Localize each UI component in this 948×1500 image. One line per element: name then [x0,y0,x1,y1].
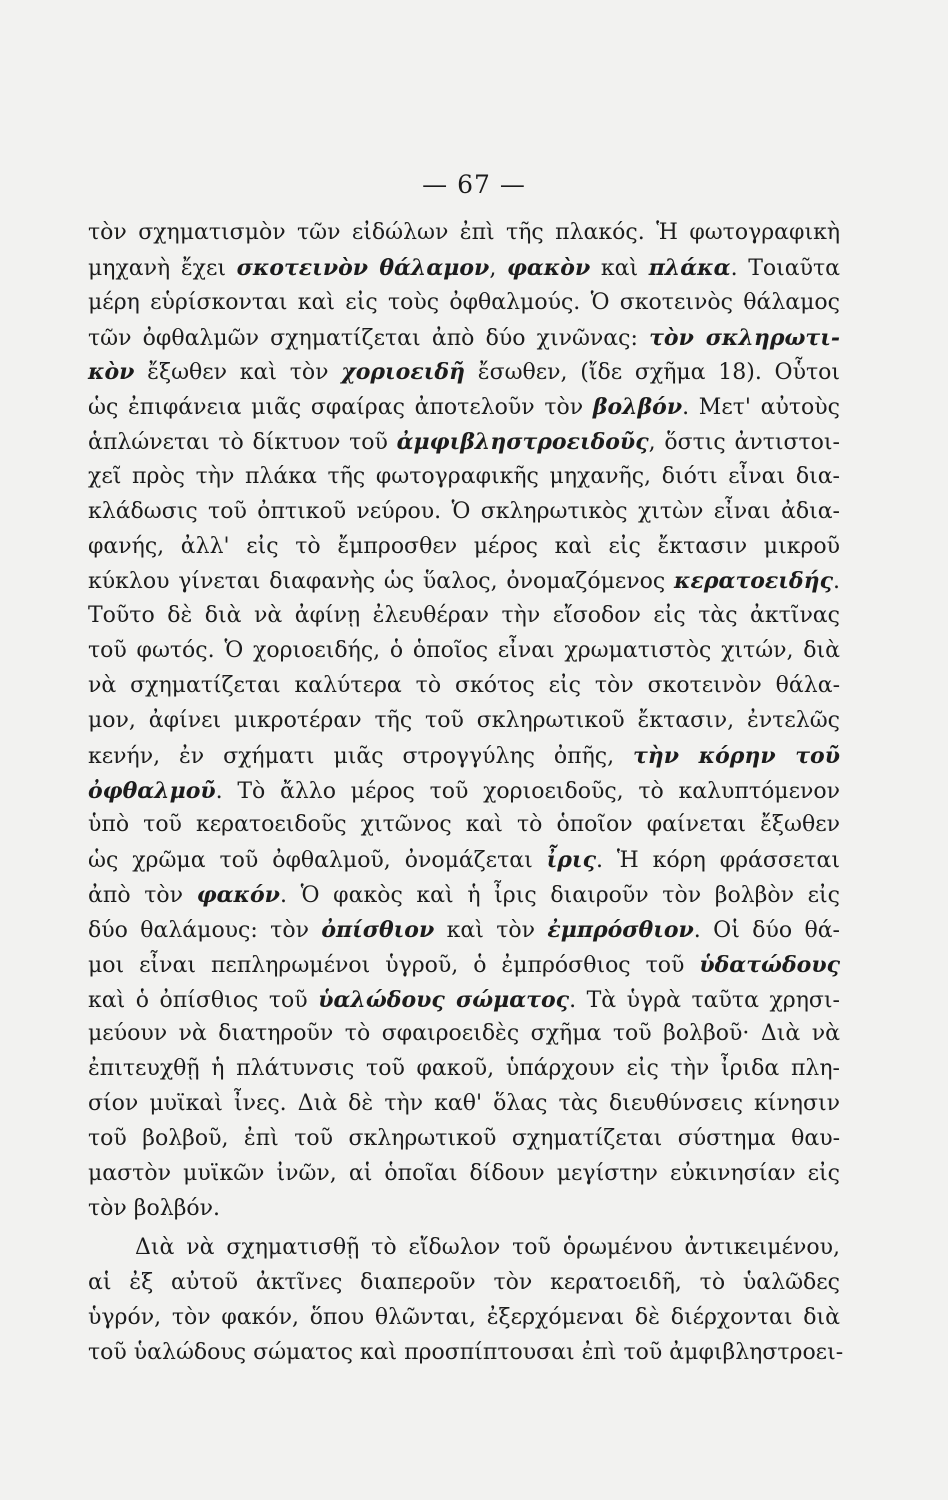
text-line [88,1052,840,1087]
text-span: ἐπιτευχθῇ ἡ πλάτυνσις τοῦ φακοῦ, ὑπάρχουν εἰς τὴν ἶριδα πλη- [88,1056,840,1082]
text-line [88,878,840,913]
emphasis-term: χοριοειδῆ [341,359,466,386]
text-span: ὡς χρῶμα τοῦ ὀφθαλμοῦ, ὀνομάζεται [88,848,547,874]
text-span: ὡς ἐπιφάνεια μιᾶς σφαίρας ἀποτελοῦν τὸν [88,395,593,421]
text-span: τοῦ ὑαλώδους σώματος καὶ προσπίπτουσαι ἐπὶ τοῦ ἀμφιβληστροει- [88,1340,844,1365]
emphasis-term: κὸν [88,359,135,386]
text-span: νὰ σχηματίζεται καλύτερα τὸ σκότος εἰς τὸν σκοτεινὸν θάλα- [88,672,840,698]
text-line [88,739,840,774]
text-span: τοῦ βολβοῦ, ἐπὶ τοῦ σκληρωτικοῦ σχηματίζεται σύστημα θαυ- [88,1125,840,1151]
text-line [88,704,840,739]
text-line [88,1231,840,1266]
text-span: καὶ τὸν [434,917,548,943]
text-line [88,669,840,704]
emphasis-term: ὀφθαλμοῦ [88,777,216,804]
text-line [88,564,840,599]
text-span: καὶ [590,255,649,281]
emphasis-term: σκοτεινὸν θάλαμον [236,254,490,281]
text-span: σίον μυϊκαὶ ἶνες. Διὰ δὲ τὴν καθ' ὅλας τὰς διευθύνσεις κίνησιν [88,1091,840,1117]
text-span: μον, ἀφίνει μικροτέραν τῆς τοῦ σκληρωτικοῦ ἔκτασιν, ἐντελῶς [88,707,840,733]
text-span: μηχανὴ ἔχει [88,255,237,281]
text-line [88,460,840,495]
text-span: . Ἡ κόρη φράσσεται [595,848,840,874]
emphasis-term: ἐμπρόσθιον [547,916,694,943]
text-span: χεῖ πρὸς τὴν πλάκα τῆς φωτογραφικῆς μηχανῆς, διότι εἶναι δια- [88,463,840,489]
text-span: αἱ ἐξ αὐτοῦ ἀκτῖνες διαπεροῦν τὸν κερατοειδῆ, τὸ ὑαλῶδες [88,1270,840,1296]
text-line [88,390,840,425]
emphasis-term: ὑαλώδους σώματος [318,986,570,1013]
text-span: τοῦ φωτός. Ὁ χοριοειδής, ὁ ὁποῖος εἶναι χρωματιστὸς χιτών, διὰ [88,638,840,664]
text-span: Διὰ νὰ σχηματισθῇ τὸ εἴδωλον τοῦ ὁρωμένου ἀντικειμένου, [135,1235,840,1261]
text-span: κλάδωσις τοῦ ὀπτικοῦ νεύρου. Ὁ σκληρωτικὸς χιτὼν εἶναι ἀδια- [88,498,840,524]
emphasis-term: βολβόν [592,394,683,421]
text-span: . Τὸ ἄλλο μέρος τοῦ χοριοειδοῦς, τὸ καλυπτόμενον [215,778,840,804]
text-line [88,1301,840,1336]
text-span: ὑγρόν, τὸν φακόν, ὅπου θλῶνται, ἐξερχόμεναι δὲ διέρχονται διὰ [88,1305,840,1331]
text-span: . [833,569,840,595]
text-line [88,425,840,460]
text-line [88,1122,840,1157]
text-line [88,1017,840,1052]
text-line [88,251,840,286]
text-span: τὸν βολβόν. [88,1195,221,1221]
text-span: καὶ ὁ ὀπίσθιος τοῦ [88,987,319,1013]
text-span: . Τὰ ὑγρὰ ταῦτα χρησι- [569,987,840,1013]
page-number: — 67 — [422,170,526,199]
emphasis-term: ἀμφιβληστροειδοῦς [396,429,649,456]
emphasis-term: ἶρις [546,847,596,874]
text-span: . Μετ' αὐτοὺς [682,395,840,421]
text-line [88,913,840,948]
text-span: ἁπλώνεται τὸ δίκτυον τοῦ [88,430,397,456]
emphasis-term: πλάκα [648,254,731,281]
text-span: . Ὁ φακὸς καὶ ἡ ἶρις διαιροῦν τὸν βολβὸν εἰς [279,883,840,909]
text-line [88,1192,840,1227]
emphasis-term: φακόν [196,882,280,909]
text-span: ἔσωθεν, (ἴδε σχῆμα 18). Οὗτοι [465,360,841,386]
text-line [88,530,840,565]
body-text [88,216,844,1371]
text-span: ἔξωθεν καὶ τὸν [134,360,342,386]
text-line [88,495,840,530]
text-span: μέρη εὑρίσκονται καὶ εἰς τοὺς ὀφθαλμούς. Ὁ σκοτεινὸς θάλαμος [88,289,840,315]
text-span: μεύουν νὰ διατηροῦν τὸ σφαιροειδὲς σχῆμα τοῦ βολβοῦ· Διὰ νὰ [88,1021,840,1047]
text-span: μαστὸν μυϊκῶν ἰνῶν, αἱ ὁποῖαι δίδουν μεγίστην εὐκινησίαν εἰς [88,1160,840,1186]
text-span: , ὅστις ἀντιστοι- [648,430,840,456]
text-span: . Τοιαῦτα [730,255,840,281]
text-span: . Οἱ δύο θά- [693,917,840,943]
text-line [88,599,840,634]
text-line [88,948,840,983]
emphasis-term: ὑδατώδους [699,951,840,978]
text-line [88,774,840,809]
text-span: κύκλου γίνεται διαφανὴς ὡς ὕαλος, ὀνομαζόμενος [88,569,675,595]
text-line [88,286,840,321]
emphasis-term: τὴν κόρην τοῦ [632,742,840,769]
text-span: Τοῦτο δὲ διὰ νὰ ἀφίνῃ ἐλευθέραν τὴν εἴσοδον εἰς τὰς ἀκτῖνας [88,603,840,629]
text-line [88,843,840,878]
text-span: ὑπὸ τοῦ κερατοειδοῦς χιτῶνος καὶ τὸ ὁποῖον φαίνεται ἔξωθεν [88,812,840,838]
emphasis-term: φακὸν [506,254,591,281]
text-span: δύο θαλάμους: τὸν [88,917,322,943]
text-line [88,634,840,669]
text-span: κενήν, ἐν σχήματι μιᾶς στρογγύλης ὀπῆς, [88,743,633,769]
emphasis-term: κερατοειδής [674,568,833,595]
text-span: τὸν σχηματισμὸν τῶν εἰδώλων ἐπὶ τῆς πλακός. Ἡ φωτογραφικὴ [88,220,840,245]
text-line [88,216,840,251]
text-line [88,1087,840,1122]
text-line [88,321,840,356]
text-span: μοι εἶναι πεπληρωμένοι ὑγροῦ, ὁ ἐμπρόσθιος τοῦ [88,952,700,978]
text-line [88,1266,840,1301]
text-span: , [489,255,507,281]
text-line [88,1157,840,1192]
emphasis-term: τὸν σκληρωτι- [649,324,840,351]
text-span: ἀπὸ τὸν [88,883,197,909]
emphasis-term: ὀπίσθιον [321,916,435,943]
text-line [88,983,840,1018]
text-line [88,808,840,843]
text-line [88,355,840,390]
text-span: φανής, ἀλλ' εἰς τὸ ἔμπροσθεν μέρος καὶ εἰς ἔκτασιν μικροῦ [88,533,840,559]
text-span: τῶν ὀφθαλμῶν σχηματίζεται ἀπὸ δύο χινῶνας: [88,325,650,351]
text-line [88,1336,844,1371]
